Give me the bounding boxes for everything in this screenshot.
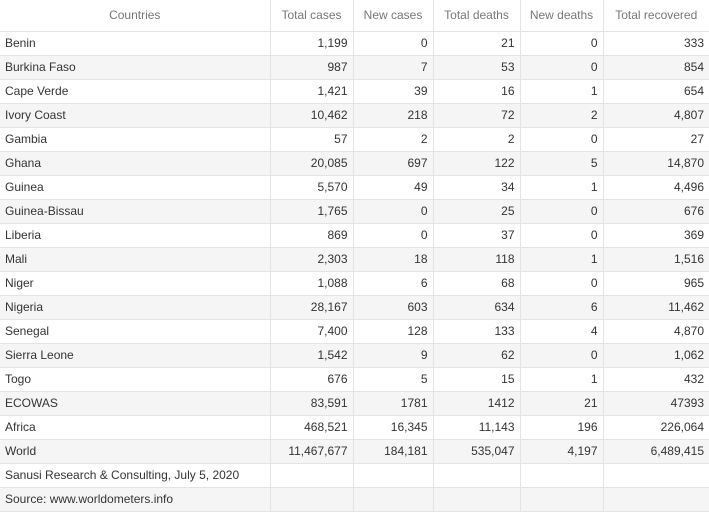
total-deaths-cell: 16 [433, 80, 520, 104]
table-row [0, 440, 709, 464]
new-cases-cell: 0 [353, 32, 433, 56]
country-cell: Nigeria [0, 296, 270, 320]
new-cases-cell: 5 [353, 368, 433, 392]
total-deaths-cell: 53 [433, 56, 520, 80]
total-cases-cell: 83,591 [270, 392, 353, 416]
table-row [0, 344, 709, 368]
country-cell: Source: www.worldometers.info [0, 488, 270, 512]
country-cell: Benin [0, 32, 270, 56]
total-deaths-cell: 535,047 [433, 440, 520, 464]
total-cases-cell: 57 [270, 128, 353, 152]
total-recovered-cell: 4,870 [603, 320, 709, 344]
table-body [0, 32, 709, 512]
total-recovered-cell: 965 [603, 272, 709, 296]
country-cell: Africa [0, 416, 270, 440]
new-deaths-cell: 0 [520, 344, 603, 368]
total-deaths-cell [433, 488, 520, 512]
column-header-new-cases: New cases [353, 0, 433, 32]
total-deaths-cell [433, 464, 520, 488]
country-cell: Gambia [0, 128, 270, 152]
new-deaths-cell: 0 [520, 32, 603, 56]
country-cell: ECOWAS [0, 392, 270, 416]
column-header-new-deaths: New deaths [520, 0, 603, 32]
total-recovered-cell [603, 488, 709, 512]
total-cases-cell: 20,085 [270, 152, 353, 176]
total-recovered-cell: 226,064 [603, 416, 709, 440]
new-deaths-cell: 4,197 [520, 440, 603, 464]
table-row [0, 80, 709, 104]
total-deaths-cell: 2 [433, 128, 520, 152]
new-cases-cell [353, 464, 433, 488]
total-deaths-cell: 72 [433, 104, 520, 128]
table-row [0, 200, 709, 224]
total-cases-cell: 676 [270, 368, 353, 392]
country-cell: Guinea-Bissau [0, 200, 270, 224]
country-cell: Mali [0, 248, 270, 272]
new-deaths-cell: 4 [520, 320, 603, 344]
total-recovered-cell: 654 [603, 80, 709, 104]
table-row [0, 104, 709, 128]
total-recovered-cell: 1,062 [603, 344, 709, 368]
total-cases-cell: 28,167 [270, 296, 353, 320]
table-row [0, 152, 709, 176]
total-recovered-cell [603, 464, 709, 488]
total-deaths-cell: 34 [433, 176, 520, 200]
total-recovered-cell: 333 [603, 32, 709, 56]
country-cell: Togo [0, 368, 270, 392]
new-cases-cell: 7 [353, 56, 433, 80]
total-deaths-cell: 11,143 [433, 416, 520, 440]
country-cell: Sierra Leone [0, 344, 270, 368]
table-row [0, 392, 709, 416]
total-deaths-cell: 68 [433, 272, 520, 296]
country-cell: Sanusi Research & Consulting, July 5, 2020 [0, 464, 270, 488]
new-deaths-cell: 0 [520, 200, 603, 224]
country-cell: Ghana [0, 152, 270, 176]
total-deaths-cell: 1412 [433, 392, 520, 416]
total-recovered-cell: 369 [603, 224, 709, 248]
new-deaths-cell: 0 [520, 272, 603, 296]
new-cases-cell: 18 [353, 248, 433, 272]
country-cell: Senegal [0, 320, 270, 344]
total-cases-cell: 987 [270, 56, 353, 80]
total-deaths-cell: 118 [433, 248, 520, 272]
new-cases-cell [353, 488, 433, 512]
total-recovered-cell: 4,496 [603, 176, 709, 200]
total-recovered-cell: 11,462 [603, 296, 709, 320]
new-deaths-cell: 1 [520, 368, 603, 392]
total-cases-cell [270, 464, 353, 488]
total-deaths-cell: 122 [433, 152, 520, 176]
total-recovered-cell: 4,807 [603, 104, 709, 128]
column-header-countries: Countries [0, 0, 270, 32]
total-cases-cell: 2,303 [270, 248, 353, 272]
table-row [0, 464, 709, 488]
new-deaths-cell [520, 488, 603, 512]
total-cases-cell: 1,765 [270, 200, 353, 224]
total-cases-cell: 1,088 [270, 272, 353, 296]
new-deaths-cell [520, 464, 603, 488]
total-deaths-cell: 25 [433, 200, 520, 224]
table-row [0, 368, 709, 392]
new-deaths-cell: 1 [520, 80, 603, 104]
new-deaths-cell: 0 [520, 128, 603, 152]
total-cases-cell: 869 [270, 224, 353, 248]
new-cases-cell: 49 [353, 176, 433, 200]
table-row [0, 224, 709, 248]
total-cases-cell: 11,467,677 [270, 440, 353, 464]
new-deaths-cell: 0 [520, 224, 603, 248]
new-cases-cell: 0 [353, 200, 433, 224]
new-deaths-cell: 0 [520, 56, 603, 80]
total-deaths-cell: 133 [433, 320, 520, 344]
new-deaths-cell: 196 [520, 416, 603, 440]
total-recovered-cell: 676 [603, 200, 709, 224]
table-row [0, 128, 709, 152]
new-cases-cell: 39 [353, 80, 433, 104]
new-cases-cell: 16,345 [353, 416, 433, 440]
header-row [0, 0, 709, 32]
column-header-total-deaths: Total deaths [433, 0, 520, 32]
table-row [0, 176, 709, 200]
total-cases-cell: 468,521 [270, 416, 353, 440]
new-cases-cell: 128 [353, 320, 433, 344]
column-header-total-recovered: Total recovered [603, 0, 709, 32]
total-recovered-cell: 27 [603, 128, 709, 152]
country-cell: World [0, 440, 270, 464]
new-cases-cell: 218 [353, 104, 433, 128]
total-cases-cell: 1,542 [270, 344, 353, 368]
total-cases-cell: 5,570 [270, 176, 353, 200]
new-cases-cell: 697 [353, 152, 433, 176]
new-cases-cell: 603 [353, 296, 433, 320]
table-row [0, 56, 709, 80]
total-cases-cell [270, 488, 353, 512]
new-cases-cell: 184,181 [353, 440, 433, 464]
new-cases-cell: 9 [353, 344, 433, 368]
country-cell: Cape Verde [0, 80, 270, 104]
total-recovered-cell: 6,489,415 [603, 440, 709, 464]
total-recovered-cell: 47393 [603, 392, 709, 416]
table-row [0, 416, 709, 440]
total-deaths-cell: 21 [433, 32, 520, 56]
country-cell: Liberia [0, 224, 270, 248]
table-row [0, 320, 709, 344]
total-recovered-cell: 854 [603, 56, 709, 80]
new-cases-cell: 6 [353, 272, 433, 296]
table-row [0, 248, 709, 272]
column-header-total-cases: Total cases [270, 0, 353, 32]
total-recovered-cell: 14,870 [603, 152, 709, 176]
total-deaths-cell: 37 [433, 224, 520, 248]
total-recovered-cell: 1,516 [603, 248, 709, 272]
new-deaths-cell: 21 [520, 392, 603, 416]
new-deaths-cell: 5 [520, 152, 603, 176]
new-cases-cell: 1781 [353, 392, 433, 416]
country-cell: Ivory Coast [0, 104, 270, 128]
table-row [0, 488, 709, 512]
new-deaths-cell: 6 [520, 296, 603, 320]
total-cases-cell: 1,199 [270, 32, 353, 56]
total-cases-cell: 1,421 [270, 80, 353, 104]
country-cell: Guinea [0, 176, 270, 200]
total-cases-cell: 10,462 [270, 104, 353, 128]
new-deaths-cell: 1 [520, 176, 603, 200]
table-row [0, 272, 709, 296]
new-deaths-cell: 2 [520, 104, 603, 128]
country-cell: Niger [0, 272, 270, 296]
total-cases-cell: 7,400 [270, 320, 353, 344]
total-deaths-cell: 634 [433, 296, 520, 320]
new-cases-cell: 0 [353, 224, 433, 248]
table-row [0, 296, 709, 320]
total-deaths-cell: 15 [433, 368, 520, 392]
new-cases-cell: 2 [353, 128, 433, 152]
total-recovered-cell: 432 [603, 368, 709, 392]
total-deaths-cell: 62 [433, 344, 520, 368]
table-row [0, 32, 709, 56]
country-cell: Burkina Faso [0, 56, 270, 80]
new-deaths-cell: 1 [520, 248, 603, 272]
